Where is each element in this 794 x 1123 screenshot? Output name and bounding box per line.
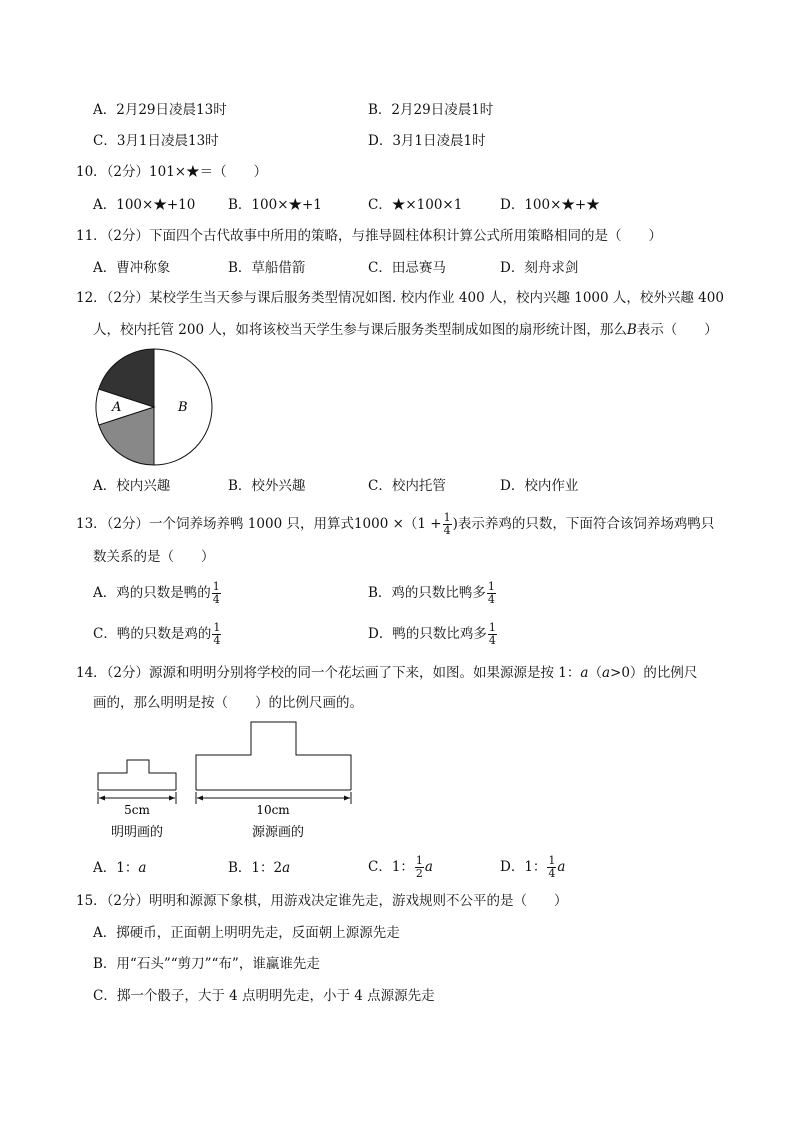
q9-option-c: C．3月1日凌晨13时 xyxy=(93,133,219,149)
q12-option-d: D．校内作业 xyxy=(500,478,579,494)
q9-option-b: B．2月29日凌晨1时 xyxy=(368,102,494,118)
q12-stem-line2: 人，校内托管 200 人，如将该校当天学生参与课后服务类型制成如图的扇形统计图，那么B表示（ ） xyxy=(93,322,718,338)
q10-stem: 10．（2分）101×★＝（ ） xyxy=(76,164,268,180)
q14-option-d: D．1： $\frac{1}{4}$ a xyxy=(500,854,566,880)
q13-option-b: B．鸡的只数比鸭多 $\frac{1}{4}$ xyxy=(368,580,495,606)
q15-stem: 15．（2分）明明和源源下象棋，用游戏决定谁先走，游戏规则不公平的是（ ） xyxy=(76,893,568,909)
q13-stem-line2: 数关系的是（ ） xyxy=(93,549,215,565)
q14-option-b: B．1：2a xyxy=(228,860,291,876)
q10-option-a: A．100×★+10 xyxy=(93,197,196,213)
q11-option-b: B．草船借箭 xyxy=(228,260,306,276)
q13-stem-line1: 13．（2分）一个饲养场养鸭 1000 只，用算式1000 ×（1 + $\frac{1}{4}$ )表示养鸡的只数，下面符合该饲养场鸡鸭只 xyxy=(76,511,715,537)
q14-stem-line1: 14．（2分）源源和明明分别将学校的同一个花坛画了下来，如图。如果源源是按 1：a（a>0）的比例尺 xyxy=(76,665,698,681)
q11-option-d: D．刻舟求剑 xyxy=(500,260,579,276)
q12-option-a: A．校内兴趣 xyxy=(93,478,171,494)
q15-option-b: B．用“石头”“剪刀”“布”，谁赢谁先走 xyxy=(93,956,320,972)
q11-option-a: A．曹冲称象 xyxy=(93,260,171,276)
q10-option-b: B．100×★+1 xyxy=(228,197,322,213)
q12-stem-line1: 12．（2分）某校学生当天参与课后服务类型情况如图. 校内作业 400 人，校内兴趣 1000 人，校外兴趣 400 xyxy=(76,290,724,306)
q14-option-a: A．1：a xyxy=(93,860,147,876)
pie-chart xyxy=(92,346,218,468)
q9-option-d: D．3月1日凌晨1时 xyxy=(368,133,486,149)
q13-stem-fraction: $\frac{1}{4}$ xyxy=(443,511,451,537)
pie-label-a: A xyxy=(112,400,122,415)
q11-option-c: C．田忌赛马 xyxy=(368,260,446,276)
q15-option-a: A．掷硬币，正面朝上明明先走，反面朝上源源先走 xyxy=(93,925,400,941)
q11-stem: 11．（2分）下面四个古代故事中所用的策略，与推导圆柱体积计算公式所用策略相同的是（ ） xyxy=(76,228,663,244)
q14-stem-line2: 画的，那么明明是按（ ）的比例尺画的。 xyxy=(93,695,363,711)
large-caption: 源源画的 xyxy=(251,825,305,840)
small-flowerbed-outline xyxy=(98,760,176,790)
q10-option-d: D．100×★+★ xyxy=(500,197,600,213)
large-dimension-label: 10cm xyxy=(256,803,290,817)
q12-option-b: B．校外兴趣 xyxy=(228,478,306,494)
small-caption: 明明画的 xyxy=(110,825,164,840)
small-dimension-label: 5cm xyxy=(124,803,150,817)
flowerbed-figure xyxy=(92,718,362,846)
q12-option-c: C．校内托管 xyxy=(368,478,446,494)
q14-option-c: C．1： $\frac{1}{2}$ a xyxy=(368,854,433,880)
q9-option-a: A．2月29日凌晨13时 xyxy=(93,102,227,118)
q10-option-c: C．★×100×1 xyxy=(368,197,463,213)
q13-option-c: C．鸭的只数是鸡的 $\frac{1}{4}$ xyxy=(93,621,221,647)
q15-option-c: C．掷一个骰子，大于 4 点明明先走，小于 4 点源源先走 xyxy=(93,988,435,1004)
q13-option-a: A．鸡的只数是鸭的 $\frac{1}{4}$ xyxy=(93,580,220,606)
large-flowerbed-outline xyxy=(196,722,351,790)
pie-label-b: B xyxy=(178,400,188,415)
q13-option-d: D．鸭的只数比鸡多 $\frac{1}{4}$ xyxy=(368,621,496,647)
